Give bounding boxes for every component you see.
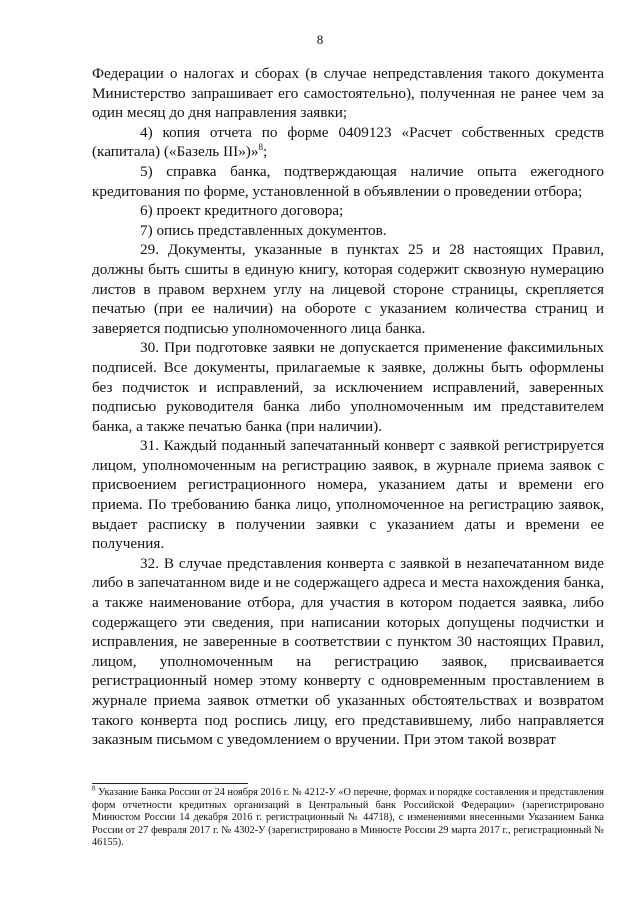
- footnote-marker: 8: [92, 784, 96, 793]
- footnote: [92, 784, 604, 850]
- paragraph-31: 31. Каждый поданный запечатанный конверт с заявкой регистрируется лицом, уполномоченным на регистрацию заявок, в журнале приема заявок с присвоением регистрационного номера, указанием даты и времени его приема. По требованию банка лицо, уполномоченное на регистрацию заявок, выдает расписку в получении заявки с указанием даты и времени ее получения.: [92, 437, 604, 553]
- footnote-reference: 8: [258, 142, 263, 153]
- paragraph-30: 30. При подготовке заявки не допускается применение факсимильных подписей. Все документы, прилагаемые к заявке, должны быть оформлены без подчисток и исправлений, за исключением исправлений, заверенных подписью руководителя банка либо уполномоченным им представителем банка, а также печатью банка (при наличии).: [92, 339, 604, 435]
- page-number: 8: [316, 32, 324, 47]
- paragraph-item-4-text: 4) копия отчета по форме 0409123 «Расчет собственных средств (капитала) («Базель III»)»: [92, 123, 604, 161]
- paragraph-item-4-tail: ;: [262, 143, 268, 161]
- body-text: [92, 64, 604, 750]
- paragraph-item-5: 5) справка банка, подтверждающая наличие опыта ежегодного кредитования по форме, установленной в объявлении о проведении отбора;: [92, 162, 604, 200]
- footnote-divider: [92, 783, 248, 784]
- paragraph-item-6: 6) проект кредитного договора;: [140, 202, 344, 220]
- paragraph-item-4: [92, 123, 604, 162]
- footnote-text: Указание Банка России от 24 ноября 2016 г. № 4212-У «О перечне, формах и порядке составления и представления форм отчетности кредитных организаций в Центральный банк Российской Федерации» (зарегистрировано Минюстом России 14 декабря 2016 г. регистрационный № 44718), с изменениями внесенными Указанием Банка России от 27 февраля 2017 г. № 4302-У (зарегистрировано в Минюсте России 29 марта 2017 г., регистрационный № 46155).: [92, 787, 604, 849]
- paragraph-32: 32. В случае представления конверта с заявкой в незапечатанном виде либо в запечатанном виде и не содержащего адреса и места нахождения банка, а также наименование отбора, для участия в котором подается заявка, либо содержащего эти сведения, при написании которых допущены подчистки и исправления, не заверенные в соответствии с пунктом 30 настоящих Правил, лицом, уполномоченным на регистрацию заявок, присваивается регистрационный номер этому конверту с одновременным проставлением в журнале приема заявок отметки об указанных обстоятельствах и возвратом такого конверта под роспись лицу, его представившему, либо направляется заказным письмом с уведомлением о вручении. При этом такой возврат: [92, 554, 604, 749]
- paragraph-continuation: Федерации о налогах и сборах (в случае непредставления такого документа Министерство запрашивает его самостоятельно), полученная не ранее чем за один месяц до дня направления заявки;: [92, 65, 604, 122]
- paragraph-29: 29. Документы, указанные в пунктах 25 и 28 настоящих Правил, должны быть сшиты в единую книгу, которая содержит сквозную нумерацию листов в правом верхнем углу на лицевой стороне страницы, скрепляется печатью (при ее наличии) на обороте с указанием количества страниц и заверяется подписью уполномоченного лица банка.: [92, 241, 604, 337]
- paragraph-item-7: 7) опись представленных документов.: [140, 221, 387, 239]
